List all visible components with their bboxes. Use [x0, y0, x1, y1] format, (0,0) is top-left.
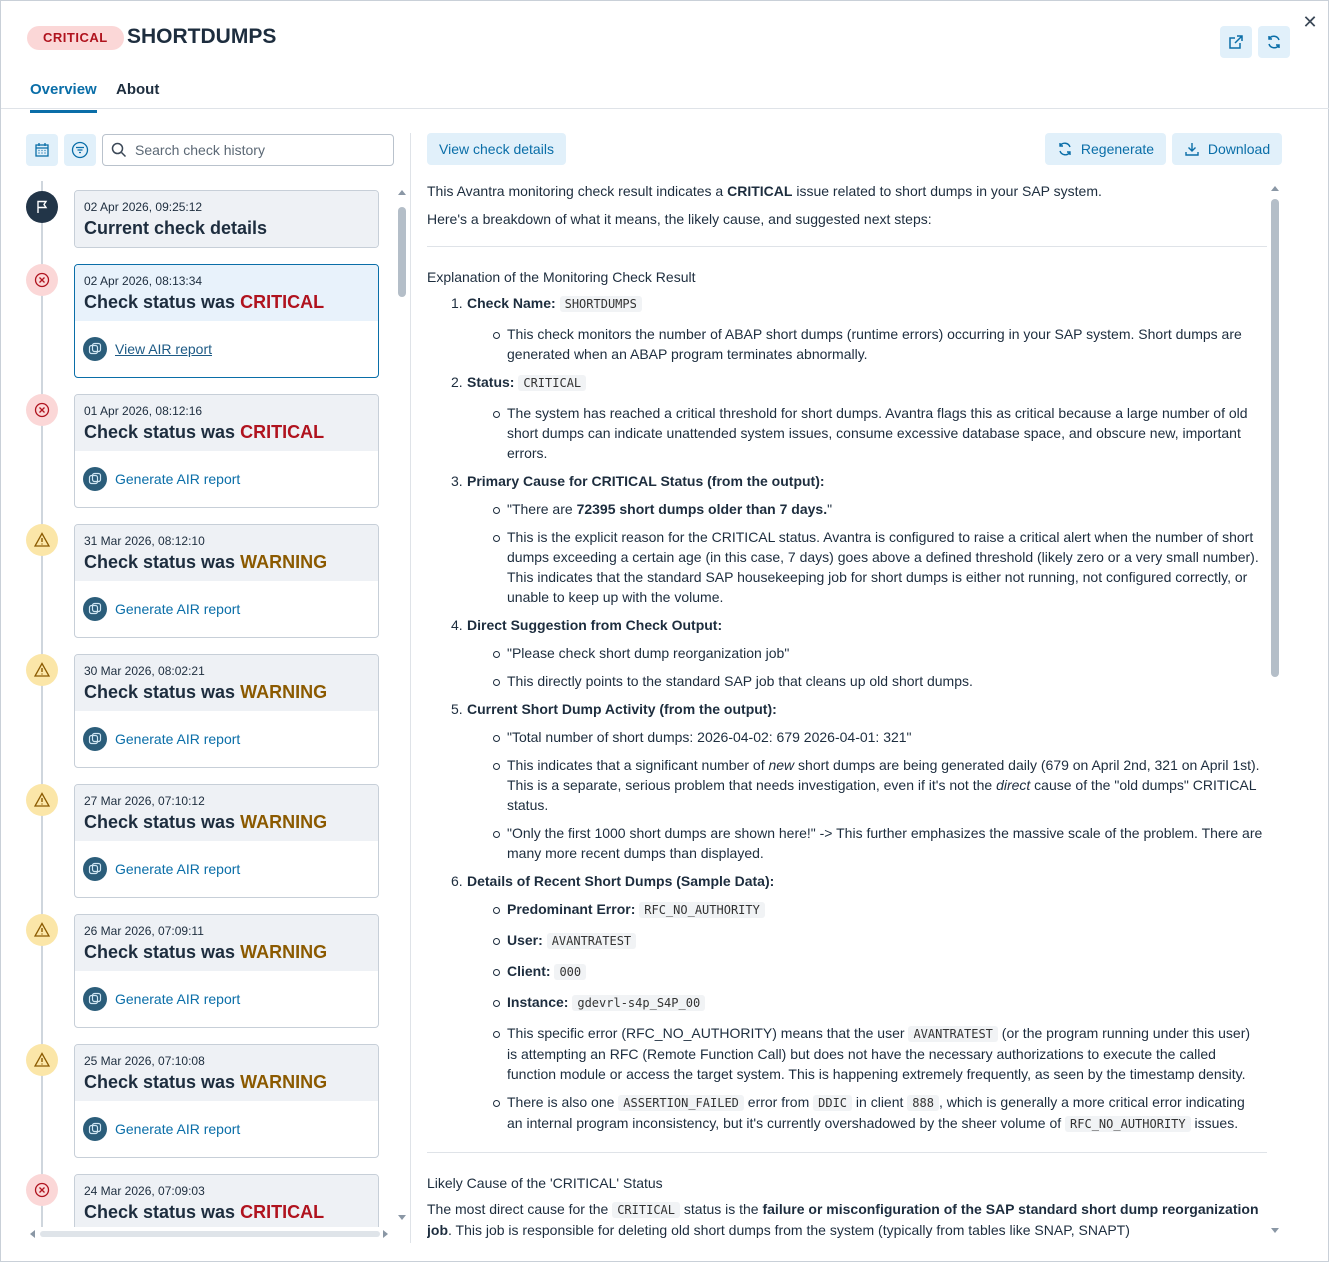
card-date: 25 Mar 2026, 07:10:08 — [84, 1054, 205, 1068]
tab-bar — [1, 71, 1329, 109]
bullet-item: "Total number of short dumps: 2026-04-02: 679 2026-04-01: 321" — [427, 727, 1267, 747]
card-status: Check status was WARNING — [84, 682, 328, 702]
card-status: Check status was WARNING — [84, 1072, 328, 1092]
card-date: 01 Apr 2026, 08:12:16 — [84, 404, 203, 418]
bullet-item: "There are 72395 short dumps older than 7 days." — [427, 499, 1267, 519]
history-card[interactable] — [74, 394, 379, 508]
history-card[interactable] — [74, 654, 379, 768]
status-warning: WARNING — [240, 942, 328, 962]
bullet-item: "Only the first 1000 short dumps are shown here!" -> This further emphasizes the massive scale of the problem. There are many more recent dumps than displayed. — [427, 823, 1267, 863]
card-status: Check status was WARNING — [84, 552, 328, 572]
air-report-icon — [83, 337, 107, 361]
critical-icon — [26, 1174, 58, 1206]
warning-icon — [26, 914, 58, 946]
history-card[interactable] — [74, 524, 379, 638]
bullet-item: This directly points to the standard SAP job that cleans up old short dumps. — [427, 671, 1267, 691]
section-heading: Likely Cause of the 'CRITICAL' Status — [427, 1175, 663, 1191]
history-card[interactable] — [74, 914, 379, 1028]
card-date: 31 Mar 2026, 08:12:10 — [84, 534, 205, 548]
filter-button[interactable] — [64, 134, 96, 166]
bullet-item: This check monitors the number of ABAP short dumps (runtime errors) occurring in your SAP system. Short dumps are generated when an ABAP program terminates abnormally. — [427, 324, 1267, 364]
refresh-icon — [1266, 34, 1282, 50]
card-status: Check status was CRITICAL — [84, 1202, 325, 1222]
card-status: Check status was WARNING — [84, 812, 328, 832]
warning-icon — [26, 524, 58, 556]
regenerate-button[interactable] — [1045, 133, 1166, 165]
critical-icon — [26, 394, 58, 426]
list-item-current-activity: 5. Current Short Dump Activity (from the output): — [451, 701, 777, 717]
report-vertical-scrollbar[interactable] — [1269, 183, 1281, 1239]
download-label: Download — [1207, 141, 1271, 157]
history-card[interactable] — [74, 264, 379, 378]
status-warning: WARNING — [240, 552, 328, 572]
list-item-recent-dumps: 6. Details of Recent Short Dumps (Sample Data): — [451, 873, 775, 889]
card-date: 24 Mar 2026, 07:09:03 — [84, 1184, 205, 1198]
status-warning: WARNING — [240, 1072, 328, 1092]
panel-divider — [410, 133, 411, 1243]
calendar-icon — [34, 142, 50, 158]
page-title: SHORTDUMPS — [127, 25, 277, 48]
history-vertical-scrollbar[interactable] — [396, 187, 408, 1227]
section-divider — [427, 246, 1267, 247]
status-warning: WARNING — [240, 682, 328, 702]
card-status: Check status was CRITICAL — [84, 292, 325, 312]
regenerate-label: Regenerate — [1080, 141, 1155, 157]
card-date: 27 Mar 2026, 07:10:12 — [84, 794, 205, 808]
download-icon — [1184, 141, 1200, 157]
history-card[interactable] — [74, 1174, 379, 1227]
card-date: 02 Apr 2026, 09:25:12 — [84, 200, 203, 214]
history-card[interactable] — [74, 784, 379, 898]
status-badge: CRITICAL — [27, 26, 124, 50]
generate-air-report-link[interactable]: Generate AIR report — [115, 731, 241, 747]
history-card-current[interactable] — [74, 190, 379, 248]
air-report-icon — [83, 467, 107, 491]
card-date: 26 Mar 2026, 07:09:11 — [84, 924, 204, 938]
list-item-check-name: 1. Check Name: SHORTDUMPS — [427, 293, 1267, 314]
intro-paragraph-2: Here's a breakdown of what it means, the likely cause, and suggested next steps: — [427, 211, 932, 227]
view-air-report-link[interactable]: View AIR report — [115, 341, 213, 357]
open-external-button[interactable] — [1220, 26, 1252, 58]
filter-icon — [71, 141, 89, 159]
generate-air-report-link[interactable]: Generate AIR report — [115, 991, 241, 1007]
refresh-button[interactable] — [1258, 26, 1290, 58]
generate-air-report-link[interactable]: Generate AIR report — [115, 861, 241, 877]
warning-icon — [26, 654, 58, 686]
status-critical: CRITICAL — [240, 292, 325, 312]
generate-air-report-link[interactable]: Generate AIR report — [115, 1121, 241, 1137]
status-critical: CRITICAL — [240, 1202, 325, 1222]
list-item-primary-cause: 3. Primary Cause for CRITICAL Status (from the output): — [451, 473, 825, 489]
status-warning: WARNING — [240, 812, 328, 832]
status-critical: CRITICAL — [240, 422, 325, 442]
warning-icon — [26, 784, 58, 816]
bullet-item: This specific error (RFC_NO_AUTHORITY) means that the user AVANTRATEST (or the program running under this user) is attempting an RFC (Remote Function Call) but does not have the necessary authorizations to execute the called function module or access the target system. This is happening extremely frequently, as seen by the timestamp density. — [427, 1023, 1267, 1084]
search-icon — [111, 142, 127, 158]
open-external-icon — [1228, 34, 1244, 50]
search-input[interactable] — [135, 142, 385, 158]
list-item-status: 2. Status: CRITICAL — [427, 372, 1267, 393]
list-item-direct-suggestion: 4. Direct Suggestion from Check Output: — [451, 617, 723, 633]
air-report-icon — [83, 1117, 107, 1141]
flag-icon — [26, 191, 58, 223]
card-date: 02 Apr 2026, 08:13:34 — [84, 274, 203, 288]
tab-about[interactable]: About — [116, 81, 160, 98]
download-button[interactable] — [1172, 133, 1282, 165]
cause-paragraph: The most direct cause for the CRITICAL status is the failure or misconfiguration of the SAP standard short dump reorganization job. This job is responsible for deleting old short dumps from the system (typically from tables like SNAP, SNAPT) — [427, 1201, 1259, 1238]
generate-air-report-link[interactable]: Generate AIR report — [115, 471, 241, 487]
air-report-icon — [83, 597, 107, 621]
history-horizontal-scrollbar[interactable] — [26, 1227, 396, 1241]
critical-icon — [26, 264, 58, 296]
air-report-icon — [83, 727, 107, 751]
bullet-item: The system has reached a critical threshold for short dumps. Avantra flags this as critical because a large number of old short dumps can indicate unattended system issues, consume excessive database space, and obscure new, important errors. — [427, 403, 1267, 463]
tab-overview[interactable]: Overview — [30, 81, 97, 113]
section-heading: Explanation of the Monitoring Check Result — [427, 269, 696, 285]
bullet-item: "Please check short dump reorganization job" — [427, 643, 1267, 663]
bullet-item: This is the explicit reason for the CRITICAL status. Avantra is configured to raise a critical alert when the number of short dumps exceeding a certain age (in this case, 7 days) goes above a defined threshold (likely zero or a very small number). This indicates that the standard SAP housekeeping job for short dumps is either not running, not configured correctly, or unable to keep up with the volume. — [427, 527, 1267, 607]
section-divider — [427, 1152, 1267, 1153]
calendar-button[interactable] — [26, 134, 58, 166]
air-report-content — [427, 181, 1267, 1241]
bullet-item: User: AVANTRATEST — [427, 930, 1267, 951]
bullet-item: This indicates that a significant number of new short dumps are being generated daily (679 on April 2nd, 321 on April 1st). This is a separate, serious problem that needs investigation, even if it's not the direct cause of the "old dumps" CRITICAL status. — [427, 755, 1267, 815]
bullet-item: There is also one ASSERTION_FAILED error from DDIC in client 888 , which is generally a more critical error indicating an internal program inconsistency, but it's currently overshadowed by the sheer volume of RFC_NO_AUTHORITY issues. — [427, 1092, 1267, 1134]
check-history-list — [1, 181, 410, 1227]
view-check-details-button[interactable]: View check details — [427, 133, 566, 165]
card-title: Current check details — [84, 218, 268, 238]
card-status: Check status was CRITICAL — [84, 422, 325, 442]
search-box — [102, 134, 394, 166]
air-report-icon — [83, 987, 107, 1011]
card-status: Check status was WARNING — [84, 942, 328, 962]
card-date: 30 Mar 2026, 08:02:21 — [84, 664, 205, 678]
bullet-item: Predominant Error: RFC_NO_AUTHORITY — [427, 899, 1267, 920]
history-card[interactable] — [74, 1044, 379, 1158]
regenerate-icon — [1057, 141, 1073, 157]
intro-paragraph: This Avantra monitoring check result indicates a CRITICAL issue related to short dumps in your SAP system. — [427, 183, 1102, 199]
bullet-item: Client: 000 — [427, 961, 1267, 982]
warning-icon — [26, 1044, 58, 1076]
close-icon[interactable]: ✕ — [1302, 12, 1318, 32]
generate-air-report-link[interactable]: Generate AIR report — [115, 601, 241, 617]
air-report-icon — [83, 857, 107, 881]
bullet-item: Instance: gdevrl-s4p_S4P_00 — [427, 992, 1267, 1013]
